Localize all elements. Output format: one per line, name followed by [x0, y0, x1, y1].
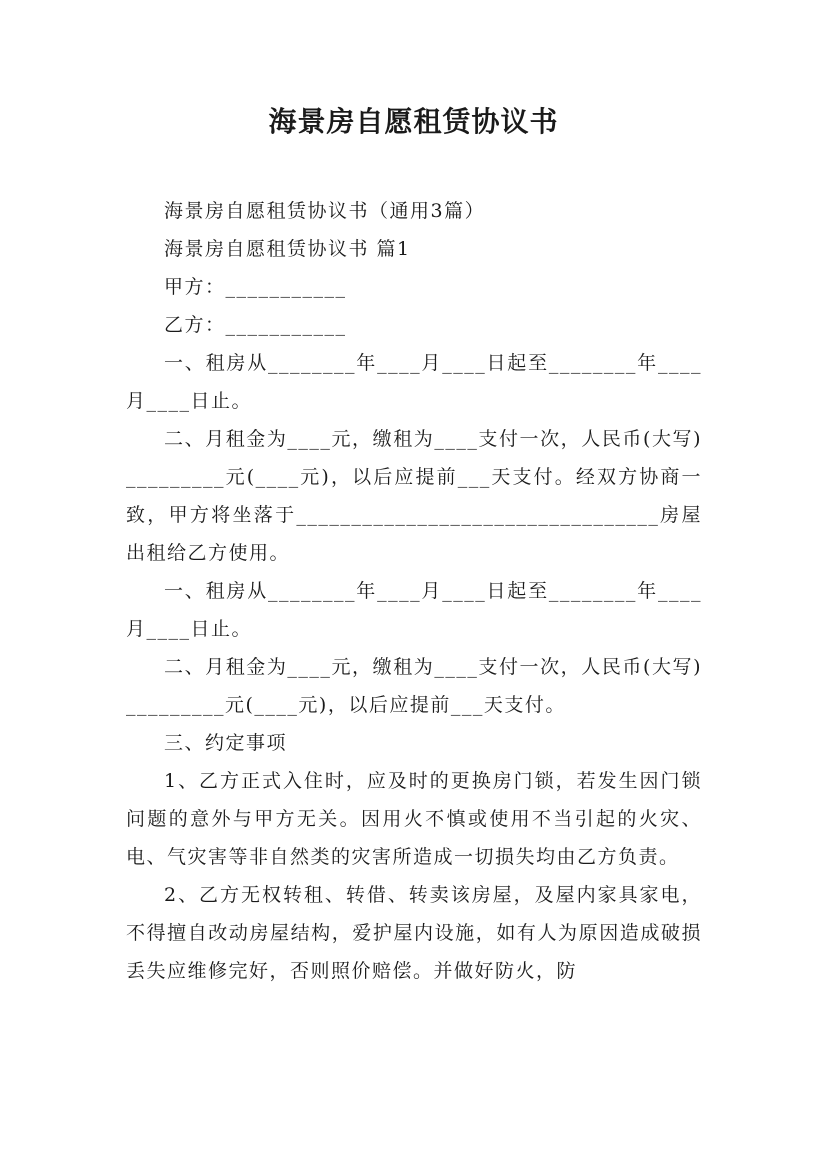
paragraph-clause-2: 2、乙方无权转租、转借、转卖该房屋，及屋内家具家电，不得擅自改动房屋结构，爱护屋内设施，如有人为原因造成破损丢失应维修完好，否则照价赔偿。并做好防火，防: [126, 884, 702, 982]
document-body: [126, 192, 702, 990]
paragraph-term-repeat: 一、租房从________年____月____日起至________年____月____日止。: [126, 580, 702, 640]
paragraph-section-heading: 海景房自愿租赁协议书 篇1: [164, 238, 411, 260]
paragraph-term: 一、租房从________年____月____日起至________年____月____日止。: [126, 352, 702, 412]
paragraph-party-a: 甲方：___________: [164, 276, 347, 298]
paragraph-subtitle: 海景房自愿租赁协议书（通用3篇）: [164, 200, 486, 222]
paragraph-agreed-matters: 三、约定事项: [164, 732, 288, 754]
paragraph-rent: 二、月租金为____元，缴租为____支付一次，人民币(大写)_________元(____元)，以后应提前___天支付。经双方协商一致，甲方将坐落于_________________________________房屋出租给乙方使用。: [126, 428, 702, 564]
paragraph-clause-1: 1、乙方正式入住时，应及时的更换房门锁，若发生因门锁问题的意外与甲方无关。因用火不慎或使用不当引起的火灾、电、气灾害等非自然类的灾害所造成一切损失均由乙方负责。: [126, 770, 702, 868]
paragraph-rent-repeat: 二、月租金为____元，缴租为____支付一次，人民币(大写)_________元(____元)，以后应提前___天支付。: [126, 656, 702, 716]
paragraph-party-b: 乙方：___________: [164, 314, 347, 336]
document-title: 海景房自愿租赁协议书: [268, 105, 559, 138]
